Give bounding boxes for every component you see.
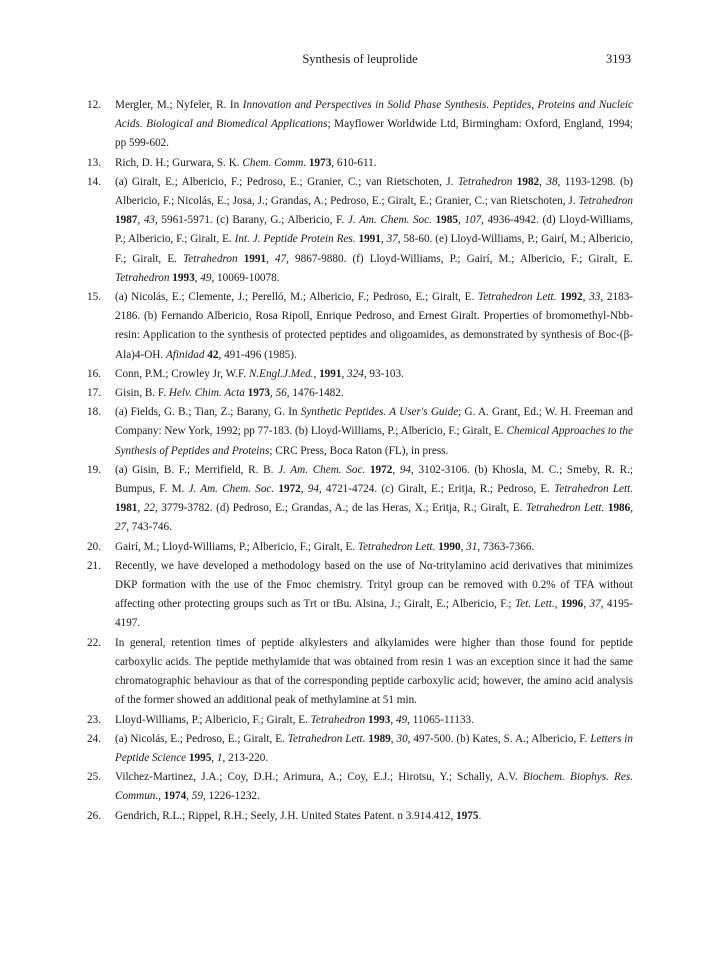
reference-segment: Tetrahedron — [578, 195, 633, 208]
reference-text — [115, 173, 633, 288]
reference-item — [87, 538, 633, 557]
reference-segment: Recently, we have developed a methodology based on the use of Nα-tritylamino acid derivatives that minimizes DKP formation with the use of the Fmoc chemistry. Trityl group can be removed with 0.2% of TFA without affecting other protecting groups such as Trt or tBu. Alsina, J.; Giralt, E.; Albericio, F.; — [115, 559, 633, 611]
reference-segment: (a) Giralt, E.; Albericio, F.; Pedroso, E.; Granier, C.; van Rietschoten, J. — [115, 175, 458, 188]
reference-segment: , 213-220. — [222, 751, 269, 764]
reference-segment: , 4195-4197. — [115, 598, 634, 630]
reference-segment: 1982 — [516, 175, 540, 188]
reference-segment: 59 — [191, 790, 203, 803]
reference-segment: Tetrahedron Lett. — [554, 483, 634, 496]
reference-segment: , — [539, 175, 547, 188]
reference-segment: Gendrich, R.L.; Rippel, R.H.; Seely, J.H. United States Patent. n 3.914.412, — [115, 809, 457, 822]
reference-segment: Tetrahedron Lett. — [287, 732, 366, 745]
reference-segment: , — [158, 790, 164, 803]
reference-segment: (a) Nicolás, E.; Pedroso, E.; Giralt, E. — [115, 732, 288, 745]
reference-text — [115, 461, 633, 538]
reference-segment: In general, retention times of peptide alkylesters and alkylamides were higher than those found for peptide carboxylic acids. The peptide methylamide that was obtained from resin 1 was an exception since it had the same chromatographic behaviour as that of the corresponding peptide carboxylic acid; however, the amino acid analysis of the former showed an additional peak of methylamine at 51 min. — [115, 636, 633, 707]
reference-item — [87, 730, 633, 768]
reference-text — [115, 154, 633, 173]
reference-number: 15. — [87, 291, 101, 304]
reference-segment: 107 — [464, 214, 482, 227]
reference-segment: , 4721-4724. (c) Giralt, E.; Eritja, R.; Pedroso, E. — [318, 483, 555, 496]
reference-segment: J. Am. Chem. Soc. — [188, 483, 275, 496]
reference-segment: 1996 — [560, 598, 584, 611]
reference-segment: , 1476-1482. — [286, 387, 344, 400]
reference-segment: Letters in Peptide Science — [115, 732, 634, 764]
reference-segment: ; G. A. Grant, Ed.; W. H. Freeman and Company: New York, 1992; pp 77-183. (b) Lloyd-Williams, P.; Albericio, F.; Giralt, E. — [115, 406, 634, 438]
reference-segment: Tetrahedron — [183, 252, 238, 265]
reference-segment: 1 — [216, 751, 223, 764]
reference-segment: , — [554, 598, 561, 611]
reference-number: 19. — [87, 463, 101, 476]
reference-item — [87, 384, 633, 403]
reference-segment: Tetrahedron — [310, 713, 366, 726]
reference-text — [115, 403, 633, 461]
reference-number: 20. — [87, 540, 101, 553]
reference-segment: 1995 — [188, 751, 212, 764]
reference-segment: 56 — [275, 387, 287, 400]
reference-segment: , — [390, 732, 397, 745]
reference-segment: . — [478, 809, 482, 822]
reference-segment: Helv. Chim. Acta — [168, 387, 245, 400]
reference-number: 26. — [87, 809, 101, 822]
reference-segment: Int. J. Peptide Protein Res. — [234, 233, 356, 246]
reference-segment: , 4936-4942. (d) Lloyd-Williams, P.; Albericio, F.; Giralt, E. — [115, 214, 633, 246]
reference-segment: Innovation and Perspectives in Solid Phase Synthesis. Peptides, Proteins and Nucleic Acids. Biological and Biomedical Applications — [115, 99, 634, 131]
reference-segment: 22 — [143, 502, 155, 515]
reference-segment: , 93-103. — [363, 367, 404, 380]
reference-segment: J. Am. Chem. Soc. — [278, 463, 366, 476]
reference-item — [87, 96, 633, 154]
reference-segment: , 1193-1298. (b) Albericio, F.; Nicolás, E.; Josa, J.; Grandas, A.; Pedroso, E.; Giralt, E.; Granier, C.; van Rietschoten, J. — [115, 175, 634, 208]
reference-segment: , 2183-2186. (b) Fernando Albericio, Rosa Ripoll, Enrique Pedroso, and Ernest Giralt. Properties of bromomethyl-Nbb-resin: Application to the synthesis of protected peptides and oligoamides, as demonstrated by synthesis of Boc-(β-Ala)4-OH. — [115, 291, 634, 361]
running-title: Synthesis of leuprolide — [302, 52, 418, 66]
reference-segment: 1990 — [438, 540, 461, 553]
reference-item — [87, 807, 633, 826]
reference-segment: 1991 — [319, 367, 342, 380]
reference-segment: Chem. Comm. — [242, 156, 307, 169]
reference-segment: , 58-60. (e) Lloyd-Williams, P.; Gairí, M.; Albericio, F.; Giralt, E. — [115, 233, 634, 265]
reference-segment: 42 — [207, 348, 219, 361]
reference-segment: 27 — [115, 521, 127, 534]
reference-segment: 38 — [546, 175, 558, 188]
reference-item — [87, 711, 633, 730]
reference-text — [115, 730, 633, 768]
reference-segment: 94 — [307, 483, 319, 496]
reference-segment: 1993 — [367, 713, 391, 726]
reference-segment: , 743-746. — [126, 521, 172, 534]
reference-segment: Biochem. Biophys. Res. Commun. — [115, 771, 633, 803]
reference-segment: , — [270, 387, 276, 400]
reference-number: 23. — [87, 713, 101, 726]
reference-segment: Tetrahedron Lett. — [357, 540, 436, 553]
reference-segment: , — [266, 252, 275, 265]
reference-segment: , — [341, 367, 348, 380]
reference-segment: , 3102-3106. (b) Khosla, M. C.; Smeby, R. R.; Bumpus, F. M. — [115, 463, 634, 496]
reference-segment: 1991 — [358, 233, 381, 246]
reference-number: 22. — [87, 636, 101, 649]
reference-segment: 1975 — [456, 809, 479, 822]
reference-segment: 1993 — [172, 271, 195, 284]
reference-segment: , — [137, 502, 144, 515]
reference-segment: , 3779-3782. (d) Pedroso, E.; Grandas, A.; de las Heras, X.; Eritja, R.; Giralt, E. — [154, 502, 526, 515]
reference-segment: Tetrahedron Lett. — [526, 502, 605, 515]
reference-segment: Gairí, M.; Lloyd-Williams, P.; Albericio, F.; Giralt, E. — [115, 540, 358, 553]
reference-segment: , — [186, 790, 192, 803]
reference-segment: (a) Gisin, B. F.; Merrifield, R. B. — [115, 463, 279, 476]
reference-number: 21. — [87, 559, 101, 572]
reference-segment: , — [211, 751, 217, 764]
reference-segment: 1972 — [278, 483, 301, 496]
reference-segment: Vilchez-Martinez, J.A.; Coy, D.H.; Arimura, A.; Coy, E.J.; Hirotsu, Y.; Schally, A.V. — [115, 771, 523, 784]
reference-text — [115, 365, 633, 384]
reference-segment: Tet. Lett. — [514, 598, 555, 611]
reference-segment: , 10069-10078. — [211, 271, 280, 284]
reference-text — [115, 288, 633, 365]
reference-segment: 1974 — [163, 790, 187, 803]
reference-number: 17. — [87, 387, 101, 400]
reference-segment: 47 — [274, 252, 287, 265]
reference-segment: N.Engl.J.Med. — [248, 367, 314, 380]
reference-segment: Tetrahedron Lett. — [478, 291, 557, 304]
reference-segment: J. Am. Chem. Soc. — [347, 214, 432, 227]
reference-text — [115, 538, 633, 557]
reference-segment: , — [583, 598, 590, 611]
reference-segment: , — [630, 502, 634, 515]
reference-segment: 1973 — [247, 387, 271, 400]
reference-segment: , — [313, 367, 320, 380]
reference-number: 13. — [87, 156, 101, 169]
reference-segment: , 5961-5971. (c) Barany, G.; Albericio, F. — [155, 214, 348, 227]
reference-segment: 43 — [143, 214, 155, 227]
reference-item — [87, 461, 633, 538]
reference-segment: 324 — [347, 367, 364, 380]
reference-segment: , — [194, 271, 201, 284]
reference-segment: Chemical Approaches to the Synthesis of Peptides and Proteins — [115, 425, 633, 457]
reference-segment: , — [582, 291, 590, 304]
reference-segment: 1991 — [243, 252, 267, 265]
reference-segment: Rich, D. H.; Gurwara, S. K. — [115, 156, 243, 169]
reference-segment: 1972 — [369, 463, 393, 476]
reference-segment: ; Mayflower Worldwide Ltd, Birmingham: Oxford, England, 1994; pp 599-602. — [115, 118, 634, 150]
reference-number: 16. — [87, 367, 101, 380]
reference-text — [115, 384, 633, 403]
reference-item — [87, 154, 633, 173]
reference-item — [87, 768, 633, 806]
reference-segment: (a) Fields, G. B.; Tian, Z.; Barany, G. In — [115, 406, 301, 419]
reference-item — [87, 173, 633, 288]
reference-segment: , 7363-7366. — [477, 540, 535, 553]
reference-segment: , — [460, 540, 467, 553]
reference-text — [115, 768, 633, 806]
reference-segment: ; CRC Press, Boca Raton (FL), in press. — [269, 444, 449, 457]
reference-text — [115, 634, 633, 711]
reference-segment: 49 — [200, 271, 212, 284]
reference-segment: 37 — [589, 598, 601, 611]
reference-segment: Synthetic Peptides. A User's Guide — [300, 406, 459, 419]
running-head — [0, 52, 720, 72]
reference-segment: 49 — [395, 713, 408, 726]
reference-segment: Tetrahedron — [457, 175, 513, 188]
reference-item — [87, 288, 633, 365]
reference-segment: 1981 — [115, 502, 138, 515]
reference-number: 18. — [87, 406, 101, 419]
reference-segment: Mergler, M.; Nyfeler, R. In — [115, 99, 243, 111]
reference-list — [87, 96, 633, 826]
reference-item — [87, 403, 633, 461]
reference-segment: , 491-496 (1985). — [218, 348, 297, 361]
reference-item — [87, 557, 633, 634]
reference-segment: , — [457, 214, 465, 227]
reference-segment: , 9867-9880. (f) Lloyd-Williams, P.; Gairí, M.; Albericio, F.; Giralt, E. — [286, 252, 633, 265]
reference-segment: 1989 — [368, 732, 391, 745]
reference-number: 14. — [87, 175, 101, 188]
reference-segment: , — [137, 214, 144, 227]
reference-text — [115, 557, 633, 634]
reference-segment: 31 — [466, 540, 478, 553]
reference-segment: , 497-500. (b) Kates, S. A.; Albericio, F. — [407, 732, 591, 745]
reference-segment: , 11065-11133. — [407, 713, 474, 726]
reference-segment: 94 — [399, 463, 412, 476]
reference-segment: 1973 — [308, 156, 332, 169]
reference-number: 24. — [87, 732, 101, 745]
reference-number: 12. — [87, 99, 101, 111]
reference-segment: 37 — [386, 233, 398, 246]
reference-segment: 1985 — [435, 214, 458, 227]
reference-segment: 1987 — [115, 214, 138, 227]
page-number: 3193 — [606, 52, 631, 66]
reference-number: 25. — [87, 771, 101, 784]
reference-segment: Conn, P.M.; Crowley Jr, W.F. — [115, 367, 249, 380]
reference-segment: 30 — [396, 732, 408, 745]
reference-segment: Gisin, B. F. — [115, 387, 169, 400]
reference-segment: , — [392, 463, 400, 476]
reference-item — [87, 634, 633, 711]
reference-segment: , 610-611. — [331, 156, 377, 169]
reference-segment: , — [300, 483, 308, 496]
reference-text — [115, 807, 633, 826]
reference-segment: , — [390, 713, 396, 726]
reference-text — [115, 711, 633, 730]
reference-segment: Tetrahedron — [115, 271, 170, 284]
reference-segment: 1992 — [560, 291, 583, 304]
reference-item — [87, 365, 633, 384]
reference-segment: Afinidad — [165, 348, 205, 361]
reference-segment: , 1226-1232. — [202, 790, 260, 803]
reference-segment: (a) Nicolás, E.; Clemente, J.; Perelló, M.; Albericio, F.; Pedroso, E.; Giralt, E. — [115, 291, 479, 304]
reference-segment: 33 — [589, 291, 601, 304]
reference-segment: , — [380, 233, 387, 246]
reference-segment: 1986 — [607, 502, 631, 515]
reference-text — [115, 96, 633, 154]
reference-segment: Lloyd-Williams, P.; Albericio, F.; Giralt, E. — [115, 713, 311, 726]
